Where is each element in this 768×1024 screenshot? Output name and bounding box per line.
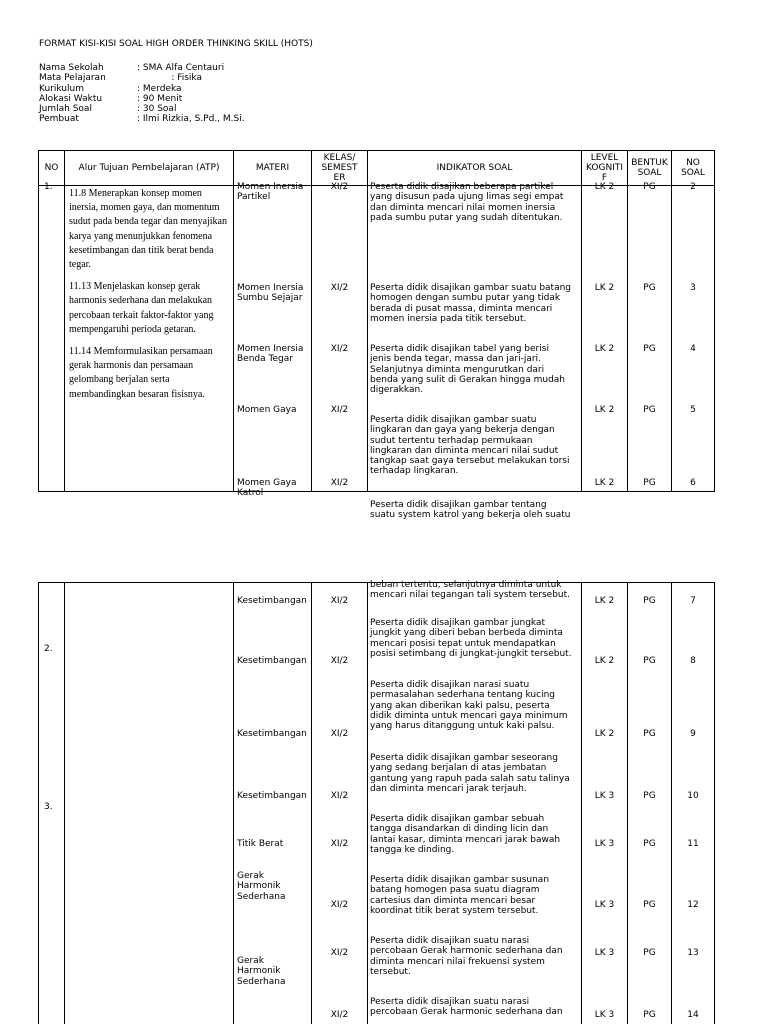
level-value: LK 2: [594, 344, 615, 354]
kelas-value: XI/2: [330, 900, 349, 910]
meta-row: [39, 84, 245, 94]
table-header-row: [39, 151, 715, 186]
materi-item: Kesetimbangan: [237, 729, 307, 739]
kelas-value: XI/2: [330, 596, 349, 606]
bentuk-cell: [628, 182, 672, 492]
materi-item: Momen Inersia Partikel: [237, 182, 304, 203]
meta-value: : 30 Soal: [137, 104, 177, 115]
level-value: LK 2: [594, 596, 615, 606]
nosoal-value: 7: [690, 596, 696, 606]
kelas-value: XI/2: [330, 405, 349, 415]
kisi-kisi-table-page-2: [38, 582, 715, 1024]
bentuk-value: PG: [643, 656, 656, 666]
meta-row: [39, 94, 245, 104]
indikator-text: Peserta didik disajikan beberapa partikel yang disusun pada ujung limas segi empat dan diminta mencari nilai momen inersia pada sumbu putar yang sudah ditentukan.: [370, 182, 564, 223]
indikator-text: Peserta didik disajikan gambar susunan batang homogen pasa suatu diagram cartesius dan diminta mencari besar koordinat titik berat system tersebut.: [370, 875, 550, 916]
indikator-text: Peserta didik disajikan gambar seseorang yang sedang berjalan di atas jembatan gantung yang rapuh pada salah satu talinya dan diminta mencari jarak terjauh.: [370, 753, 570, 794]
kelas-value: XI/2: [330, 344, 349, 354]
meta-key: Mata Pelajaran: [39, 73, 106, 84]
bentuk-cell: [628, 583, 672, 1024]
indikator-text: Peserta didik disajikan gambar sebuah tangga disandarkan di dinding licin dan lantai kasar, diminta mencari jarak bawah tangga ke dinding.: [370, 814, 561, 855]
header-atp: Alur Tujuan Pembelajaran (ATP): [65, 151, 234, 186]
nosoal-value: 13: [687, 948, 699, 958]
materi-item: Gerak Harmonik Sederhana: [237, 871, 286, 902]
nosoal-value: 9: [690, 729, 696, 739]
kelas-value: XI/2: [330, 791, 349, 801]
row-number: 2.: [44, 644, 53, 654]
materi-item: Momen Gaya Katrol: [237, 478, 297, 499]
materi-item: Gerak Harmonik Sederhana: [237, 956, 286, 987]
indikator-text: Peserta didik disajikan suatu narasi percobaan Gerak harmonic sederhana dan diminta mencari nilai frekuensi system tersebut.: [370, 936, 563, 977]
bentuk-value: PG: [643, 405, 656, 415]
nosoal-cell: [672, 583, 715, 1024]
header-bentuk: BENTUK SOAL: [628, 151, 672, 186]
header-level: LEVEL KOGNITI F: [582, 151, 628, 186]
level-value: LK 3: [594, 791, 615, 801]
meta-value: : Merdeka: [137, 83, 182, 94]
materi-item: Kesetimbangan: [237, 656, 307, 666]
atp-cell: [65, 186, 234, 492]
atp-paragraph: 11.8 Menerapkan konsep momen inersia, momen gaya, dan momentum sudut pada benda tegar dan menyajikan karya yang menunjukkan fenomena kesetimbangan dan titik berat benda tegar.: [69, 188, 227, 271]
indikator-text: Peserta didik disajikan gambar suatu lingkaran dan gaya yang bekerja dengan sudut tertentu terhadap permukaan lingkaran dan diminta mencari nilai sudut tangkap saat gaya tersebut melakukan torsi terhadap lingkaran.: [370, 415, 570, 477]
indikator-text: Peserta didik disajikan gambar suatu batang homogen dengan sumbu putar yang tidak berada di pusat massa, diminta mencari momen inersia pada titik tersebut.: [370, 283, 572, 324]
level-value: LK 2: [594, 478, 615, 488]
kisi-kisi-table-page-1: [38, 150, 715, 521]
meta-key: Alokasi Waktu: [39, 93, 103, 104]
atp-text: [69, 187, 231, 410]
kelas-cell: [312, 182, 368, 492]
bentuk-value: PG: [643, 596, 656, 606]
table-row: [39, 583, 715, 1024]
bentuk-value: PG: [643, 791, 656, 801]
kelas-value: XI/2: [330, 1010, 349, 1020]
kelas-value: XI/2: [330, 839, 349, 849]
kelas-value: XI/2: [330, 283, 349, 293]
row-number: 1.: [44, 182, 53, 192]
nosoal-value: 3: [690, 283, 696, 293]
materi-item: Momen Gaya: [237, 405, 297, 415]
meta-key: Jumlah Soal: [39, 104, 92, 115]
level-value: LK 2: [594, 182, 615, 192]
bentuk-value: PG: [643, 182, 656, 192]
kelas-value: XI/2: [330, 182, 349, 192]
materi-item: Momen Inersia Sumbu Sejajar: [237, 283, 304, 304]
nosoal-value: 2: [690, 182, 696, 192]
bentuk-value: PG: [643, 1010, 656, 1020]
level-value: LK 2: [594, 656, 615, 666]
header-indikator: INDIKATOR SOAL: [368, 151, 582, 186]
level-value: LK 2: [594, 283, 615, 293]
meta-value: : 90 Menit: [137, 93, 183, 104]
bentuk-value: PG: [643, 900, 656, 910]
kelas-value: XI/2: [330, 656, 349, 666]
header-materi: MATERI: [234, 151, 312, 186]
nosoal-value: 11: [687, 839, 699, 849]
indikator-text: Peserta didik disajikan tabel yang berisi jenis benda tegar, massa dan jari-jari. Selanjutnya diminta mengurutkan dari benda yang sulit di Gerakan hingga mudah digerakkan.: [370, 344, 565, 396]
level-cell: [582, 182, 628, 492]
bentuk-value: PG: [643, 478, 656, 488]
atp-paragraph: 11.14 Memformulasikan persamaan gerak harmonis dan persamaan gelombang berjalan serta membandingkan besaran fisisnya.: [69, 346, 213, 400]
document-title: FORMAT KISI-KISI SOAL HIGH ORDER THINKING SKILL (HOTS): [39, 39, 313, 49]
materi-item: Kesetimbangan: [237, 596, 307, 606]
meta-value: : Fisika: [137, 73, 203, 84]
level-value: LK 2: [594, 405, 615, 415]
materi-item: Titik Berat: [237, 839, 284, 849]
indikator-cell: [368, 580, 582, 1024]
indikator-text: Peserta didik disajikan narasi suatu permasalahan sederhana tentang kucing yang akan diberikan kaki palsu, peserta didik diminta untuk mencari gaya minimum yang harus ditanggung untuk kaki palsu.: [370, 680, 568, 732]
materi-item: Kesetimbangan: [237, 791, 307, 801]
meta-value: : Ilmi Rizkia, S.Pd., M.Si.: [137, 114, 245, 125]
bentuk-value: PG: [643, 729, 656, 739]
level-value: LK 3: [594, 948, 615, 958]
header-kelas: KELAS/ SEMEST ER: [312, 151, 368, 186]
meta-key: Kurikulum: [39, 83, 84, 94]
meta-row: [39, 114, 245, 124]
kelas-cell: [312, 583, 368, 1024]
nosoal-value: 10: [687, 791, 699, 801]
materi-cell: [234, 583, 312, 1024]
kelas-value: XI/2: [330, 948, 349, 958]
level-value: LK 3: [594, 839, 615, 849]
nosoal-cell: [672, 182, 715, 492]
row-number: 3.: [44, 802, 53, 812]
bentuk-value: PG: [643, 283, 656, 293]
indikator-text: beban tertentu, selanjutnya diminta untuk mencari nilai tegangan tali system tersebut.: [370, 580, 571, 601]
bentuk-value: PG: [643, 344, 656, 354]
atp-paragraph: 11.13 Menjelaskan konsep gerak harmonis sederhana dan melakukan percobaan terkait faktor-faktor yang mempengaruhi perioda getaran.: [69, 281, 214, 335]
header-no: NO: [39, 151, 65, 186]
level-value: LK 3: [594, 1010, 615, 1020]
meta-value: : SMA Alfa Centauri: [137, 63, 225, 73]
indikator-cell: [368, 182, 582, 521]
indikator-text: Peserta didik disajikan gambar tentang suatu system katrol yang bekerja oleh suatu: [370, 500, 571, 521]
meta-key: Pembuat: [39, 114, 79, 125]
meta-key: Nama Sekolah: [39, 63, 104, 73]
indikator-text: Peserta didik disajikan suatu narasi percobaan Gerak harmonic sederhana dan: [370, 997, 563, 1018]
header-nosoal: NO SOAL: [672, 151, 715, 186]
nosoal-value: 12: [687, 900, 699, 910]
materi-cell: [234, 182, 312, 499]
table-row: [39, 186, 715, 492]
bentuk-value: PG: [643, 948, 656, 958]
indikator-text: Peserta didik disajikan gambar jungkat jungkit yang diberi beban berbeda diminta mencari posisi tepat untuk mendapatkan posisi setimbang di jungkat-jungkit tersebut.: [370, 618, 572, 659]
kelas-value: XI/2: [330, 729, 349, 739]
materi-item: Momen Inersia Benda Tegar: [237, 344, 304, 365]
meta-row: [39, 104, 245, 114]
nosoal-value: 8: [690, 656, 696, 666]
bentuk-value: PG: [643, 839, 656, 849]
row-number-cell: [39, 182, 65, 492]
meta-row: [39, 63, 245, 73]
nosoal-value: 14: [687, 1010, 699, 1020]
nosoal-value: 6: [690, 478, 696, 488]
level-value: LK 2: [594, 729, 615, 739]
level-cell: [582, 583, 628, 1024]
document-meta: [39, 63, 245, 125]
level-value: LK 3: [594, 900, 615, 910]
kelas-value: XI/2: [330, 478, 349, 488]
row-number-cell: [39, 583, 65, 1024]
meta-row: [39, 73, 245, 83]
nosoal-value: 4: [690, 344, 696, 354]
nosoal-value: 5: [690, 405, 696, 415]
atp-cell: [65, 583, 234, 1024]
